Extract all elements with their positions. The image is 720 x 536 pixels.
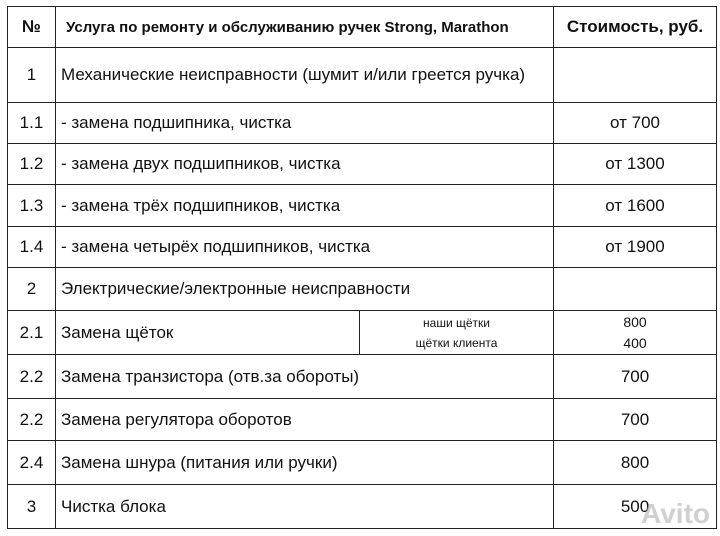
row-num: 2 — [8, 268, 56, 311]
brush-option-client: щётки клиента — [415, 335, 498, 350]
row-price: от 1900 — [554, 227, 717, 268]
row-price: 700 — [554, 399, 717, 441]
table-row — [8, 48, 717, 103]
row-service: Замена транзистора (отв.за обороты) — [56, 355, 554, 399]
row-service: Механические неисправности (шумит и/или греется ручка) — [56, 48, 554, 103]
row-service: - замена двух подшипников, чистка — [56, 144, 554, 185]
row-price: от 1600 — [554, 185, 717, 227]
price-table — [7, 6, 717, 529]
table-row — [8, 311, 717, 355]
row-service: - замена подшипника, чистка — [56, 103, 554, 144]
row-num: 1 — [8, 48, 56, 103]
row-price: 700 — [554, 355, 717, 399]
row-service: Чистка блока — [56, 485, 554, 529]
row-price: 800 — [554, 441, 717, 485]
row-price — [554, 48, 717, 103]
table-row — [8, 441, 717, 485]
brush-prices — [554, 311, 717, 355]
table-row — [8, 144, 717, 185]
table-row — [8, 103, 717, 144]
table-row — [8, 268, 717, 311]
table-row — [8, 485, 717, 529]
row-price: от 1300 — [554, 144, 717, 185]
table-header-row — [8, 7, 717, 48]
row-num: 2.2 — [8, 355, 56, 399]
row-num: 2.1 — [8, 311, 56, 355]
header-num: № — [8, 7, 56, 48]
brush-price-client: 400 — [623, 334, 647, 351]
row-num: 2.4 — [8, 441, 56, 485]
row-service: - замена трёх подшипников, чистка — [56, 185, 554, 227]
table-row — [8, 185, 717, 227]
avito-watermark: Avito — [641, 498, 710, 529]
row-num: 3 — [8, 485, 56, 529]
header-service: Услуга по ремонту и обслуживанию ручек Strong, Marathon — [56, 7, 554, 48]
header-price: Стоимость, руб. — [554, 7, 717, 48]
row-num: 2.2 — [8, 399, 56, 441]
row-price: от 700 — [554, 103, 717, 144]
row-num: 1.1 — [8, 103, 56, 144]
brush-option-own: наши щётки — [423, 315, 490, 330]
row-num: 1.2 — [8, 144, 56, 185]
row-service: Замена регулятора оборотов — [56, 399, 554, 441]
row-service: Замена шнура (питания или ручки) — [56, 441, 554, 485]
row-service: - замена четырёх подшипников, чистка — [56, 227, 554, 268]
brush-options — [360, 311, 554, 355]
brush-price-own: 800 — [623, 313, 647, 330]
table-row — [8, 399, 717, 441]
row-service: Электрические/электронные неисправности — [56, 268, 554, 311]
table-row — [8, 355, 717, 399]
table-row — [8, 227, 717, 268]
row-num: 1.3 — [8, 185, 56, 227]
row-num: 1.4 — [8, 227, 56, 268]
row-price — [554, 268, 717, 311]
row-service: Замена щёток — [56, 311, 360, 355]
row-price: 500 — [554, 485, 717, 529]
